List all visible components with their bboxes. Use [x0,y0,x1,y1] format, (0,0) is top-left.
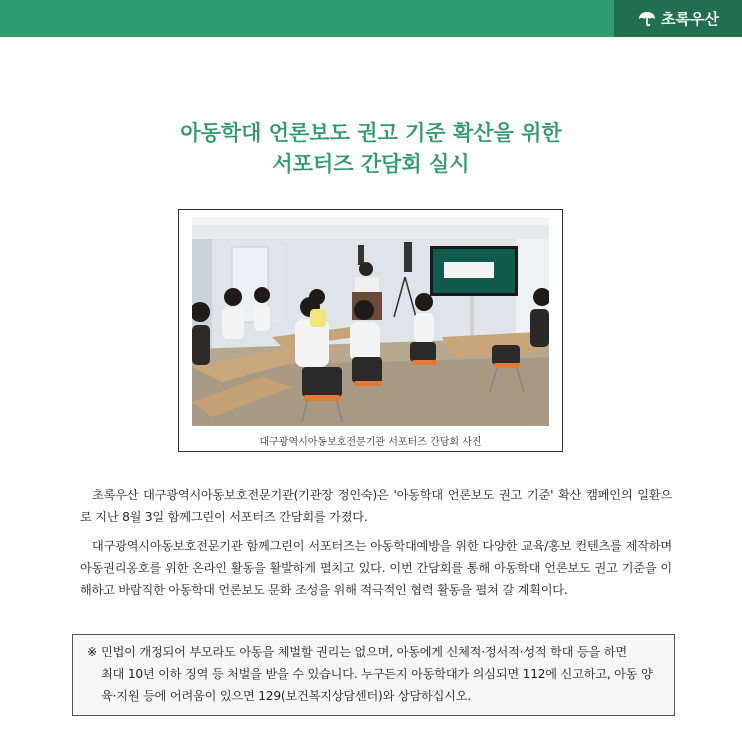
brand-logo[interactable] [614,0,742,37]
notice-mark: ※ [87,645,98,659]
title-line-1: 아동학대 언론보도 권고 기준 확산을 위한 [180,121,562,145]
title-line-2: 서포터즈 간담회 실시 [272,152,470,176]
body-paragraph-1 [80,484,672,528]
photo-figure [178,209,563,452]
header-bar [0,0,742,37]
body-paragraph-1-text: 초록우산 대구광역시아동보호전문기관(기관장 정인숙)은 '아동학대 언론보도 권고 기준' 확산 캠페인의 일환으로 지난 8월 3일 함께그린이 서포터즈 간담회를 가졌다. [80,488,672,524]
page-title [0,118,742,180]
body-paragraph-2-text: 대구광역시아동보호전문기관 함께그린이 서포터즈는 아동학대예방을 위한 다양한 교육/홍보 컨텐츠를 제작하며 아동권리옹호를 위한 온라인 활동을 활발하게 펼치고 있다. 이번 간담회를 통해 아동학대 언론보도 권고 기준을 이해하고 바람직한 아동학대 언론보도 문화 조성을 위해 적극적인 협력 활동을 펼쳐 갈 계획이다. [80,539,672,597]
notice-rest: 최대 10년 이하 징역 등 처벌을 받을 수 있습니다. 누구든지 아동학대가 의심되면 112에 신고하고, 아동 양육·지원 등에 어려움이 있으면 129(보건복지상담센터)와 상담하십시오. [101,667,653,703]
umbrella-tree-icon [637,11,657,27]
body-paragraph-2 [80,535,672,601]
meeting-photo [192,217,549,426]
legal-notice-box [72,634,675,716]
meeting-photo-illustration [192,217,549,426]
photo-caption: 대구광역시아동보호전문기관 서포터즈 간담회 사진 [259,437,482,448]
brand-name: 초록우산 [661,10,719,28]
notice-line-1: 민법이 개정되어 부모라도 아동을 체벌할 권리는 없으며, 아동에게 신체적·정서적·성적 학대 등을 하면 [101,645,627,659]
